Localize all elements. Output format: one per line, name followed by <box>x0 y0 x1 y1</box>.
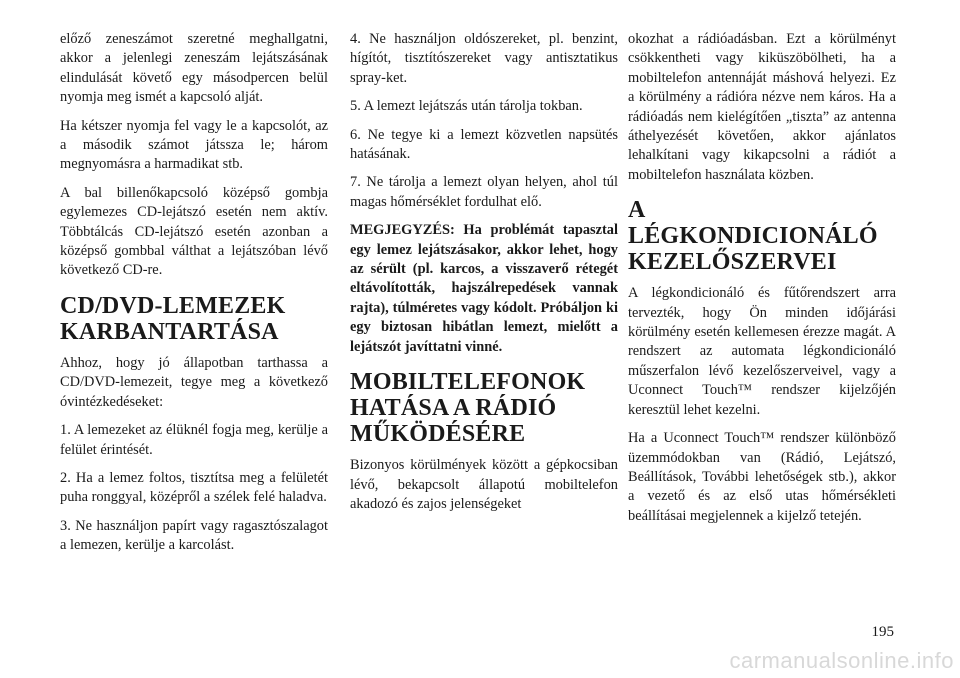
section-heading-climate-controls <box>628 197 896 275</box>
column-2 <box>350 30 618 523</box>
paragraph: Ahhoz, hogy jó állapotban tarthassa a CD/DVD-lemezeit, tegye meg a következő óvintézkedéseket: <box>60 354 328 410</box>
paragraph: okozhat a rádióadásban. Ezt a körülményt csökkentheti vagy kiküszöbölheti, ha a mobiltelefon antennáját máshová helyezi. Ez a körülmény a rádióra nézve nem káros. Ha a rádióadás nem kielégítően „tiszta” az antenna áthelyezését követően, akkor ajánlatos lehalkítani vagy kikapcsolni a rádiót a mobiltelefon használata közben. <box>628 31 896 183</box>
paragraph: A légkondicionáló és fűtőrendszert arra tervezték, hogy Ön minden időjárási körülmény esetén kellemesen érezze magát. A rendszert az automata légkondicionáló műszerfalon lévő kezelőszerveivel, vagy a Uconnect Touch™ rendszer kijelzőjén keresztül lehet kezelni. <box>628 285 896 418</box>
page-number: 195 <box>871 624 894 640</box>
paragraph: Bizonyos körülmények között a gépkocsiban lévő, bekapcsolt állapotú mobiltelefon akadozó és zajos jelenségeket <box>350 457 618 512</box>
list-item: 2. Ha a lemez foltos, tisztítsa meg a felületét puha ronggyal, középről a szélek felé haladva. <box>60 469 328 506</box>
list-item: 1. A lemezeket az élüknél fogja meg, kerülje a felület érintését. <box>60 422 328 458</box>
heading-line: HATÁSA A RÁDIÓ <box>350 395 557 422</box>
list-item: 4. Ne használjon oldószereket, pl. benzint, hígítót, tisztítószereket vagy antisztatikus spray-ket. <box>350 31 618 86</box>
section-heading-mobile-phones <box>350 369 618 447</box>
note-paragraph: MEGJEGYZÉS: Ha problémát tapasztal egy lemez lejátszásakor, akkor lehet, hogy az sérült (pl. karcos, a visszaverő rétegét eltávolították, hajszálrepedések vannak rajta), túlméretes vagy kódolt. Próbáljon ki egy biztosan hibátlan lemezt, mielőtt a lejátszót javíttatni vinné. <box>350 222 618 355</box>
paragraph: előző zeneszámot szeretné meghallgatni, akkor a jelenlegi zeneszám lejátszásának elindulását követő egy másodpercen belül nyomja meg ismét a kapcsoló alját. <box>60 31 328 106</box>
heading-line: A LÉGKONDICIONÁLÓ <box>628 197 878 250</box>
paragraph: Ha kétszer nyomja fel vagy le a kapcsolót, az a második számot játssza le; három megnyomásra a harmadikat stb. <box>60 117 328 173</box>
heading-line: MOBILTELEFONOK <box>350 369 586 396</box>
heading-line: CD/DVD-LEMEZEK <box>60 292 286 319</box>
watermark: carmanualsonline.info <box>729 648 954 673</box>
heading-line: MŰKÖDÉSÉRE <box>350 421 526 448</box>
list-item: 7. Ne tárolja a lemezt olyan helyen, ahol túl magas hőmérséklet fordulhat elő. <box>350 174 618 210</box>
list-item: 3. Ne használjon papírt vagy ragasztószalagot a lemezen, kerülje a karcolást. <box>60 517 328 554</box>
heading-line: KEZELŐSZERVEI <box>628 249 837 276</box>
section-heading-cd-dvd <box>60 293 328 345</box>
paragraph: A bal billenőkapcsoló középső gombja egylemezes CD-lejátszó esetén nem aktív. Többtálcás CD-lejátszó esetén azonban a középső gombbal válthat a lejátszóban lévő következő CD-re. <box>60 184 328 279</box>
list-item: 6. Ne tegye ki a lemezt közvetlen napsütés hatásának. <box>350 126 618 163</box>
heading-line: KARBANTARTÁSA <box>60 318 279 345</box>
paragraph: Ha a Uconnect Touch™ rendszer különböző üzemmódokban van (Rádió, Lejátszó, Beállítások, További lehetőségek stb.), akkor a vezető és az első utas hőmérsékleti beállításai megjelennek a kijelző tetején. <box>628 430 896 524</box>
list-item: 5. A lemezt lejátszás után tárolja tokban. <box>350 98 583 115</box>
column-3 <box>628 30 896 535</box>
column-1 <box>60 30 328 565</box>
